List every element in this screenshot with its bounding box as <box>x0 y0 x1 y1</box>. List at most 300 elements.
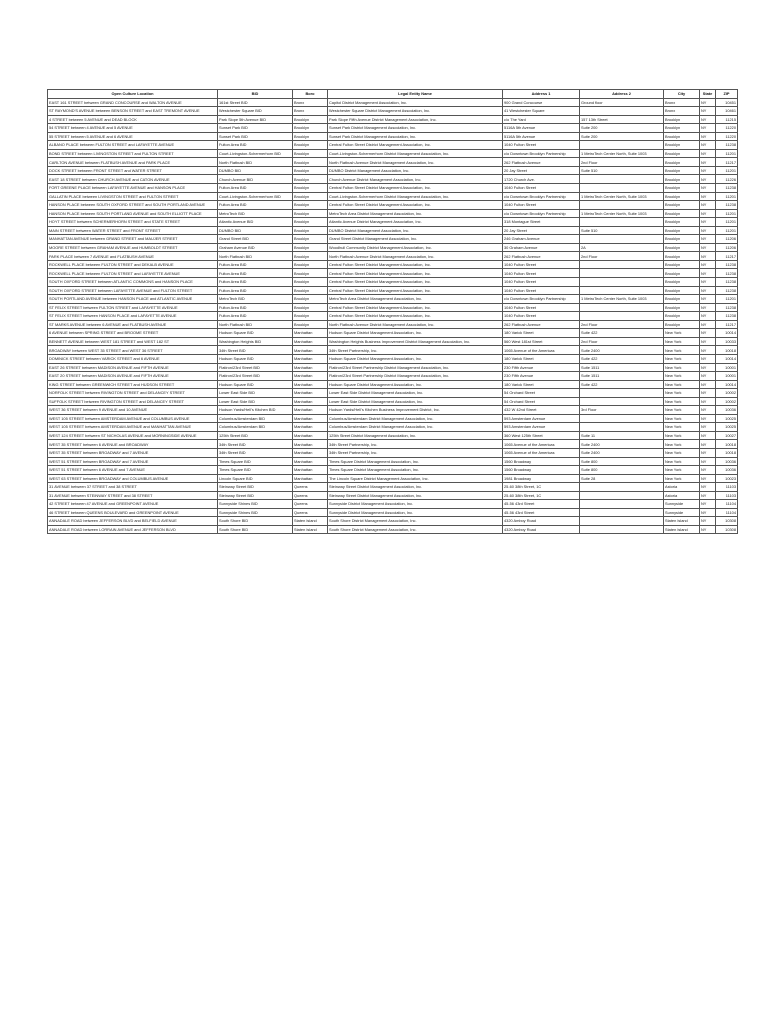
legal-entity-cell: Central Fulton Street District Management Association, Inc. <box>328 141 503 150</box>
city-cell: Brooklyn <box>664 269 700 278</box>
address-1-cell: 1065 Avenue of the Americas <box>503 346 580 355</box>
address-1-cell: 30 Graham Avenue <box>503 243 580 252</box>
legal-entity-cell: Grand Street District Management Association, Inc. <box>328 235 503 244</box>
table-row <box>48 149 738 158</box>
location-cell: HANSON PLACE between SOUTH PORTLAND AVENUE and SOUTH ELLIOTT PLACE <box>48 209 218 218</box>
city-cell: New York <box>664 346 700 355</box>
city-cell: New York <box>664 423 700 432</box>
table-row <box>48 337 738 346</box>
bid-cell: DUMBO BID <box>218 166 293 175</box>
table-row <box>48 269 738 278</box>
address-1-cell: 318 Montague Street <box>503 218 580 227</box>
zip-cell: 11238 <box>716 278 738 287</box>
state-cell: NY <box>700 346 716 355</box>
table-row <box>48 448 738 457</box>
bid-cell: Fulton Area BID <box>218 201 293 210</box>
location-cell: 55 STREET between 5 AVENUE and 6 AVENUE <box>48 132 218 141</box>
city-cell: New York <box>664 440 700 449</box>
address-1-cell: 262 Flatbush Avenue <box>503 320 580 329</box>
bid-cell: Fulton Area BID <box>218 303 293 312</box>
table-row <box>48 500 738 509</box>
address-2-cell: Suite 11 <box>580 431 664 440</box>
state-cell: NY <box>700 201 716 210</box>
location-cell: GALLATIN PLACE between LIVINGSTON STREET and FULTON STREET <box>48 192 218 201</box>
table-row <box>48 329 738 338</box>
city-cell: Brooklyn <box>664 201 700 210</box>
legal-entity-cell: MetroTech Area District Management Association, Inc. <box>328 209 503 218</box>
address-1-cell: 20 Jay Street <box>503 166 580 175</box>
city-cell: Brooklyn <box>664 303 700 312</box>
legal-entity-cell: Sunset Park District Management Association, Inc. <box>328 132 503 141</box>
address-2-cell <box>580 218 664 227</box>
location-cell: WEST 105 STREET between AMSTERDAM AVENUE and MANHATTAN AVENUE <box>48 423 218 432</box>
legal-entity-cell: 125th Street District Management Association, Inc. <box>328 431 503 440</box>
zip-cell: 10461 <box>716 107 738 116</box>
zip-cell: 11104 <box>716 508 738 517</box>
bid-cell: Fulton Area BID <box>218 312 293 321</box>
bid-cell: Flatiron/23rd Street BID <box>218 372 293 381</box>
table-row <box>48 218 738 227</box>
address-2-cell: Ground floor <box>580 98 664 107</box>
location-cell: FORT GREENE PLACE between LAFAYETTE AVENUE and HANSON PLACE <box>48 184 218 193</box>
location-cell: MOORE STREET between GRAHAM AVENUE and HUMBOLDT STREET <box>48 243 218 252</box>
bid-cell: Grand Street BID <box>218 235 293 244</box>
address-1-cell: 5116A 5th Avenue <box>503 132 580 141</box>
address-1-cell: 1560 Broadway <box>503 466 580 475</box>
state-cell: NY <box>700 457 716 466</box>
address-1-cell: 4320 Amboy Road <box>503 525 580 534</box>
bid-cell: Church Avenue BID <box>218 175 293 184</box>
boro-cell: Brooklyn <box>293 201 328 210</box>
legal-entity-cell: Church Avenue District Management Association, Inc. <box>328 175 503 184</box>
address-1-cell: 25-60 38th Street, 1C <box>503 483 580 492</box>
bid-cell: Steinway Street BID <box>218 491 293 500</box>
zip-cell: 10036 <box>716 406 738 415</box>
zip-cell: 10018 <box>716 448 738 457</box>
legal-entity-cell: Flatiron/23rd Street Partnership District Management Association, Inc. <box>328 363 503 372</box>
address-1-cell: 560 West 181st Street <box>503 337 580 346</box>
state-cell: NY <box>700 243 716 252</box>
table-row <box>48 107 738 116</box>
state-cell: NY <box>700 269 716 278</box>
zip-cell: 10001 <box>716 372 738 381</box>
zip-cell: 10001 <box>716 363 738 372</box>
location-cell: WEST 63 STREET between BROADWAY and COLUMBUS AVENUE <box>48 474 218 483</box>
boro-cell: Brooklyn <box>293 312 328 321</box>
location-cell: HANSON PLACE between SOUTH OXFORD STREET and SOUTH PORTLAND AVENUE <box>48 201 218 210</box>
table-row <box>48 389 738 398</box>
address-1-cell: 45-56 43rd Street <box>503 500 580 509</box>
zip-cell: 10002 <box>716 389 738 398</box>
location-cell: PARK PLACE between 7 AVENUE and FLATBUSH AVENUE <box>48 252 218 261</box>
legal-entity-cell: Columbus/Amsterdam District Management Association, Inc. <box>328 414 503 423</box>
location-cell: NORFOLK STREET between RIVINGTON STREET and DELANCEY STREET <box>48 389 218 398</box>
bid-cell: South Shore BID <box>218 525 293 534</box>
table-row <box>48 226 738 235</box>
zip-cell: 11238 <box>716 312 738 321</box>
bid-cell: Lower East Side BID <box>218 397 293 406</box>
legal-entity-cell: Lower East Side District Management Association, Inc. <box>328 389 503 398</box>
legal-entity-cell: Woodhull Community District Management Association, Inc. <box>328 243 503 252</box>
address-2-cell <box>580 525 664 534</box>
legal-entity-cell: Central Fulton Street District Management Association, Inc. <box>328 303 503 312</box>
address-2-cell: Suite 2400 <box>580 440 664 449</box>
location-cell: MAIN STREET between WATER STREET and FRONT STREET <box>48 226 218 235</box>
zip-cell: 10036 <box>716 457 738 466</box>
address-2-cell <box>580 303 664 312</box>
state-cell: NY <box>700 329 716 338</box>
zip-cell: 11201 <box>716 149 738 158</box>
city-cell: Brooklyn <box>664 132 700 141</box>
boro-cell: Brooklyn <box>293 286 328 295</box>
city-cell: Brooklyn <box>664 175 700 184</box>
state-cell: NY <box>700 389 716 398</box>
state-cell: NY <box>700 397 716 406</box>
address-1-cell: 246 Graham Avenue <box>503 235 580 244</box>
bid-cell: Park Slope 5th Avenue BID <box>218 115 293 124</box>
address-2-cell <box>580 235 664 244</box>
address-2-cell: 2A <box>580 243 664 252</box>
address-2-cell: 1 MetroTech Center North, Suite 1003 <box>580 295 664 304</box>
location-cell: KING STREET between GREENWICH STREET and HUDSON STREET <box>48 380 218 389</box>
state-cell: NY <box>700 320 716 329</box>
address-2-cell: Suite 1511 <box>580 363 664 372</box>
legal-entity-cell: North Flatbush Avenue District Management Association, Inc. <box>328 252 503 261</box>
table-row <box>48 260 738 269</box>
table-row <box>48 303 738 312</box>
zip-cell: 11238 <box>716 184 738 193</box>
state-cell: NY <box>700 218 716 227</box>
zip-cell: 11238 <box>716 269 738 278</box>
address-2-cell: 1 MetroTech Center North, Suite 1003 <box>580 209 664 218</box>
city-cell: Brooklyn <box>664 166 700 175</box>
state-cell: NY <box>700 337 716 346</box>
legal-entity-cell: North Flatbush Avenue District Management Association, Inc. <box>328 320 503 329</box>
bid-cell: Atlantic Avenue BID <box>218 218 293 227</box>
boro-cell: Brooklyn <box>293 269 328 278</box>
boro-cell: Brooklyn <box>293 141 328 150</box>
bid-cell: Fulton Area BID <box>218 269 293 278</box>
zip-cell: 10451 <box>716 98 738 107</box>
bid-cell: Hudson Square BID <box>218 380 293 389</box>
location-cell: 4 STREET between 5 AVENUE and DEAD BLOCK <box>48 115 218 124</box>
legal-entity-cell: Steinway Street District Management Association, Inc. <box>328 483 503 492</box>
legal-entity-cell: Times Square District Management Association, Inc. <box>328 466 503 475</box>
legal-entity-cell: 34th Street Partnership, Inc. <box>328 440 503 449</box>
state-cell: NY <box>700 192 716 201</box>
table-row <box>48 278 738 287</box>
city-cell: Brooklyn <box>664 286 700 295</box>
location-cell: ROCKWELL PLACE between FULTON STREET and LAFAYETTE AVENUE <box>48 269 218 278</box>
location-cell: BENNETT AVENUE between WEST 181 STREET and WEST 182 ST <box>48 337 218 346</box>
state-cell: NY <box>700 175 716 184</box>
table-row <box>48 115 738 124</box>
address-1-cell: 360 West 125th Street <box>503 431 580 440</box>
city-cell: Brooklyn <box>664 209 700 218</box>
bid-cell: Columbus/Amsterdam BID <box>218 414 293 423</box>
location-cell: ANNADALE ROAD between JEFFERSON BLVD and BELFIELD AVENUE <box>48 517 218 526</box>
bid-cell: Fulton Area BID <box>218 260 293 269</box>
state-cell: NY <box>700 466 716 475</box>
boro-cell: Brooklyn <box>293 218 328 227</box>
bid-cell: Fulton Area BID <box>218 141 293 150</box>
bid-cell: Fulton Area BID <box>218 286 293 295</box>
address-2-cell: 2nd Floor <box>580 158 664 167</box>
boro-cell: Manhattan <box>293 423 328 432</box>
address-2-cell: Suite 200 <box>580 124 664 133</box>
boro-cell: Brooklyn <box>293 320 328 329</box>
legal-entity-cell: Atlantic Avenue District Management Association, Inc. <box>328 218 503 227</box>
boro-cell: Brooklyn <box>293 149 328 158</box>
city-cell: Brooklyn <box>664 124 700 133</box>
address-2-cell <box>580 107 664 116</box>
zip-cell: 10036 <box>716 466 738 475</box>
table-row <box>48 124 738 133</box>
boro-cell: Manhattan <box>293 337 328 346</box>
location-cell: WEST 35 STREET between BROADWAY and 7 AVENUE <box>48 448 218 457</box>
address-2-cell: 2nd Floor <box>580 252 664 261</box>
bid-cell: Fulton Area BID <box>218 184 293 193</box>
legal-entity-cell: Hudson Square District Management Association, Inc. <box>328 329 503 338</box>
bid-cell: Times Square BID <box>218 466 293 475</box>
bid-cell: Steinway Street BID <box>218 483 293 492</box>
address-2-cell <box>580 508 664 517</box>
table-row <box>48 440 738 449</box>
bid-cell: North Flatbush BID <box>218 320 293 329</box>
address-2-cell: 1 MetroTech Center North, Suite 1003 <box>580 192 664 201</box>
table-row <box>48 372 738 381</box>
zip-cell: 11201 <box>716 166 738 175</box>
address-2-cell <box>580 500 664 509</box>
zip-cell: 10014 <box>716 354 738 363</box>
bid-cell: Court-Livingston-Schermerhorn BID <box>218 192 293 201</box>
address-1-cell: c/o Downtown Brooklyn Partnership <box>503 209 580 218</box>
state-cell: NY <box>700 525 716 534</box>
boro-cell: Brooklyn <box>293 243 328 252</box>
table-row <box>48 192 738 201</box>
boro-cell: Brooklyn <box>293 132 328 141</box>
address-1-cell: 1040 Fulton Street <box>503 278 580 287</box>
city-cell: Brooklyn <box>664 320 700 329</box>
address-2-cell: 1 MetroTech Center North, Suite 1003 <box>580 149 664 158</box>
city-cell: Bronx <box>664 107 700 116</box>
table-row <box>48 243 738 252</box>
legal-entity-cell: 34th Street Partnership, Inc. <box>328 448 503 457</box>
bid-cell: Westchester Square BID <box>218 107 293 116</box>
boro-cell: Brooklyn <box>293 252 328 261</box>
zip-cell: 11201 <box>716 226 738 235</box>
table-body <box>48 98 738 534</box>
table-row <box>48 483 738 492</box>
legal-entity-cell: Hudson Yards/Hell's Kitchen Business Improvement District, Inc. <box>328 406 503 415</box>
state-cell: NY <box>700 312 716 321</box>
legal-entity-cell: Washington Heights Business Improvement District Management Association, Inc. <box>328 337 503 346</box>
address-2-cell: Suite 510 <box>580 226 664 235</box>
zip-cell: 10023 <box>716 474 738 483</box>
city-cell: New York <box>664 329 700 338</box>
table-row <box>48 491 738 500</box>
city-cell: Brooklyn <box>664 158 700 167</box>
table-row <box>48 158 738 167</box>
legal-entity-cell: South Shore District Management Association, Inc. <box>328 525 503 534</box>
legal-entity-cell: Central Fulton Street District Management Association, Inc. <box>328 312 503 321</box>
location-cell: SOUTH OXFORD STREET between ATLANTIC COMMONS and HANSON PLACE <box>48 278 218 287</box>
city-cell: New York <box>664 397 700 406</box>
address-1-cell: 593 Amsterdam Avenue <box>503 414 580 423</box>
state-cell: NY <box>700 354 716 363</box>
table-row <box>48 166 738 175</box>
zip-cell: 11238 <box>716 303 738 312</box>
location-cell: 42 STREET between 47 AVENUE and GREENPOINT AVENUE <box>48 500 218 509</box>
address-2-cell <box>580 483 664 492</box>
address-2-cell: Suite 2400 <box>580 346 664 355</box>
boro-cell: Brooklyn <box>293 209 328 218</box>
legal-entity-cell: North Flatbush Avenue District Management Association, Inc. <box>328 158 503 167</box>
table-row <box>48 201 738 210</box>
boro-cell: Manhattan <box>293 440 328 449</box>
zip-cell: 10014 <box>716 329 738 338</box>
boro-cell: Brooklyn <box>293 124 328 133</box>
boro-cell: Manhattan <box>293 414 328 423</box>
zip-cell: 10025 <box>716 423 738 432</box>
bid-cell: Lower East Side BID <box>218 389 293 398</box>
city-cell: Brooklyn <box>664 260 700 269</box>
city-cell: Bronx <box>664 98 700 107</box>
city-cell: Brooklyn <box>664 235 700 244</box>
bid-cell: 125th Street BID <box>218 431 293 440</box>
address-1-cell: c/o Downtown Brooklyn Partnership <box>503 149 580 158</box>
table-row <box>48 431 738 440</box>
header-bid: BID <box>218 90 293 99</box>
address-2-cell: Suite 422 <box>580 380 664 389</box>
address-1-cell: 180 Varick Street <box>503 329 580 338</box>
bid-cell: Graham Avenue BID <box>218 243 293 252</box>
boro-cell: Bronx <box>293 107 328 116</box>
legal-entity-cell: Central Fulton Street District Management Association, Inc. <box>328 201 503 210</box>
state-cell: NY <box>700 474 716 483</box>
address-1-cell: 1981 Broadway <box>503 474 580 483</box>
legal-entity-cell: Central Fulton Street District Management Association, Inc. <box>328 184 503 193</box>
legal-entity-cell: Sunnyside District Management Association, Inc. <box>328 500 503 509</box>
boro-cell: Brooklyn <box>293 184 328 193</box>
address-2-cell: Suite 200 <box>580 132 664 141</box>
boro-cell: Brooklyn <box>293 192 328 201</box>
city-cell: Brooklyn <box>664 192 700 201</box>
boro-cell: Staten Island <box>293 525 328 534</box>
city-cell: New York <box>664 431 700 440</box>
city-cell: New York <box>664 337 700 346</box>
address-2-cell: Suite 422 <box>580 329 664 338</box>
table-row <box>48 508 738 517</box>
address-1-cell: 1720 Church Ave. <box>503 175 580 184</box>
location-cell: 46 STREET between QUEENS BOULEVARD and GREENPOINT AVENUE <box>48 508 218 517</box>
table-row <box>48 457 738 466</box>
bid-cell: Court-Livingston-Schermerhorn BID <box>218 149 293 158</box>
location-cell: SOUTH PORTLAND AVENUE between HANSON PLACE and ATLANTIC AVENUE <box>48 295 218 304</box>
state-cell: NY <box>700 448 716 457</box>
address-2-cell: Suite 1511 <box>580 372 664 381</box>
address-1-cell: 54 Orchard Street <box>503 389 580 398</box>
address-1-cell: 1040 Fulton Street <box>503 303 580 312</box>
city-cell: Brooklyn <box>664 312 700 321</box>
boro-cell: Manhattan <box>293 466 328 475</box>
state-cell: NY <box>700 423 716 432</box>
address-1-cell: 1040 Fulton Street <box>503 184 580 193</box>
address-1-cell: 432 W 42nd Street <box>503 406 580 415</box>
header-address-2: Address 2 <box>580 90 664 99</box>
bid-cell: 34th Street BID <box>218 346 293 355</box>
table-row <box>48 474 738 483</box>
bid-cell: Sunnyside Shines BID <box>218 500 293 509</box>
address-1-cell: 262 Flatbush Avenue <box>503 158 580 167</box>
legal-entity-cell: Court-Livingston-Schermerhorn District Management Association, Inc. <box>328 149 503 158</box>
state-cell: NY <box>700 363 716 372</box>
state-cell: NY <box>700 184 716 193</box>
address-2-cell <box>580 141 664 150</box>
state-cell: NY <box>700 260 716 269</box>
zip-cell: 11217 <box>716 320 738 329</box>
header-city: City <box>664 90 700 99</box>
table-row <box>48 235 738 244</box>
boro-cell: Manhattan <box>293 448 328 457</box>
city-cell: Brooklyn <box>664 295 700 304</box>
table-row <box>48 209 738 218</box>
location-cell: ALBANO PLACE between FULTON STREET and LAFAYETTE AVENUE <box>48 141 218 150</box>
address-1-cell: 1040 Fulton Street <box>503 260 580 269</box>
boro-cell: Brooklyn <box>293 175 328 184</box>
boro-cell: Brooklyn <box>293 235 328 244</box>
table-row <box>48 312 738 321</box>
bid-cell: Hudson Square BID <box>218 354 293 363</box>
boro-cell: Manhattan <box>293 354 328 363</box>
boro-cell: Manhattan <box>293 346 328 355</box>
zip-cell: 10018 <box>716 440 738 449</box>
legal-entity-cell: Sunnyside District Management Association, Inc. <box>328 508 503 517</box>
address-2-cell <box>580 269 664 278</box>
header-zip: ZIP <box>716 90 738 99</box>
address-2-cell <box>580 414 664 423</box>
city-cell: New York <box>664 363 700 372</box>
city-cell: New York <box>664 389 700 398</box>
table-row <box>48 397 738 406</box>
city-cell: Brooklyn <box>664 252 700 261</box>
location-cell: WEST 35 STREET between 6 AVENUE and BROADWAY <box>48 440 218 449</box>
zip-cell: 11104 <box>716 500 738 509</box>
zip-cell: 11201 <box>716 192 738 201</box>
address-2-cell <box>580 260 664 269</box>
address-2-cell <box>580 517 664 526</box>
legal-entity-cell: Capitol District Management Association, Inc. <box>328 98 503 107</box>
table-row <box>48 363 738 372</box>
state-cell: NY <box>700 107 716 116</box>
boro-cell: Queens <box>293 491 328 500</box>
address-2-cell: Suite 800 <box>580 466 664 475</box>
address-2-cell <box>580 175 664 184</box>
table-row <box>48 525 738 534</box>
table-row <box>48 295 738 304</box>
state-cell: NY <box>700 98 716 107</box>
address-2-cell <box>580 278 664 287</box>
table-row <box>48 346 738 355</box>
legal-entity-cell: South Shore District Management Association, Inc. <box>328 517 503 526</box>
city-cell: New York <box>664 474 700 483</box>
address-1-cell: 180 Varick Street <box>503 380 580 389</box>
location-cell: EAST 161 STREET between GRAND CONCOURSE and WALTON AVENUE <box>48 98 218 107</box>
table-row <box>48 132 738 141</box>
location-cell: WEST 105 STREET between AMSTERDAM AVENUE and COLUMBUS AVENUE <box>48 414 218 423</box>
city-cell: New York <box>664 414 700 423</box>
location-cell: ANNADALE ROAD between LORRAIN AVENUE and JEFFERSON BLVD <box>48 525 218 534</box>
